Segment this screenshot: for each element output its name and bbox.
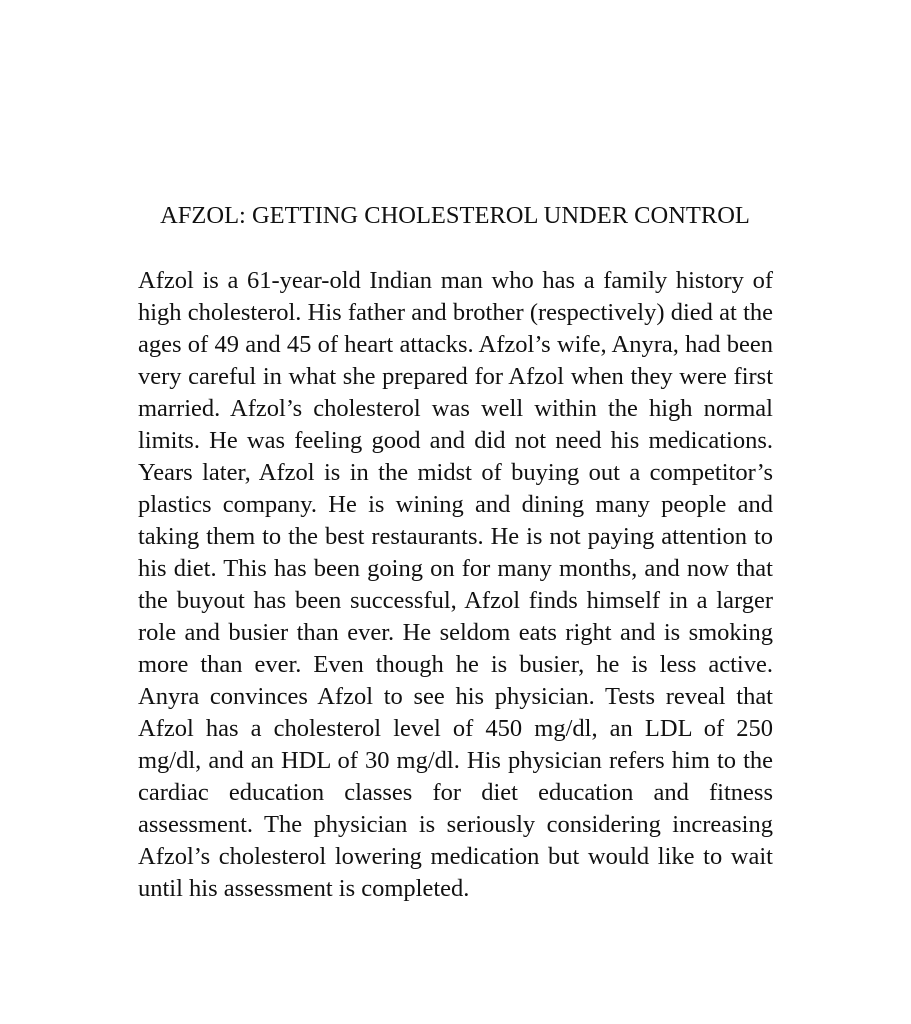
document-title: AFZOL: GETTING CHOLESTEROL UNDER CONTROL	[160, 202, 750, 229]
document-body-paragraph: Afzol is a 61-year-old Indian man who has a family history of high cholesterol. His father and brother (respectively) died at the ages of 49 and 45 of heart attacks. Afzol’s wife, Anyra, had been very careful in what she prepared for Afzol when they were first married. Afzol’s cholesterol was well within the high normal limits. He was feeling good and did not need his medications. Years later, Afzol is in the midst of buying out a competitor’s plastics company. He is wining and dining many people and taking them to the best restaurants. He is not paying attention to his diet. This has been going on for many months, and now that the buyout has been successful, Afzol finds himself in a larger role and busier than ever. He seldom eats right and is smoking more than ever. Even though he is busier, he is less active. Anyra convinces Afzol to see his physician. Tests reveal that Afzol has a cholesterol level of 450 mg/dl, an LDL of 250 mg/dl, and an HDL of 30 mg/dl. His physician refers him to the cardiac education classes for diet education and fitness assessment. The physician is seriously considering increasing Afzol’s cholesterol lowering medication but would like to wait until his assessment is completed.	[138, 267, 773, 902]
